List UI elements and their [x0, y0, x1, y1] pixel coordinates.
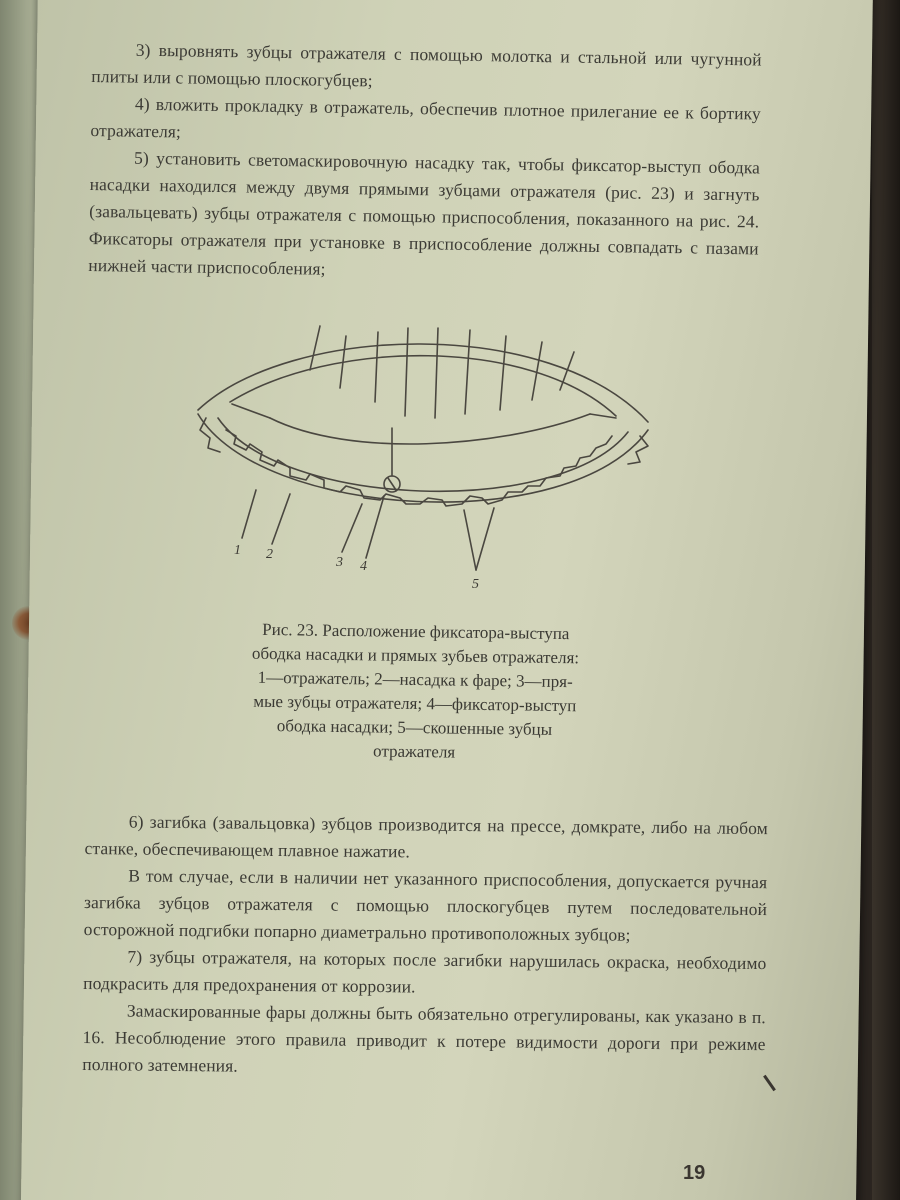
nozzle-ring-inner — [218, 418, 628, 491]
figure-label-3: 3 — [336, 555, 343, 570]
figure-reflector-diagram — [170, 318, 690, 608]
caption-line: отражателя — [372, 741, 456, 762]
figure-label-5: 5 — [472, 577, 479, 592]
paragraph-step-6: 6) загибка (завальцовка) зубцов производится на прессе, домкрате, либо на любом станке, обеспечивающем плавное нажатие. — [84, 811, 768, 862]
figure-caption — [179, 617, 651, 768]
text-block-bottom — [82, 808, 768, 1085]
page-number: 19 — [683, 1162, 706, 1184]
right-background — [872, 0, 900, 1200]
paragraph-adjustment: Замаскированные фары должны быть обязательно отрегулированы, как указано в п. 16. Несоблюдение этого правила приводит к потере видимости дороги при режиме полного затемнения. — [82, 1000, 766, 1076]
figure-label-1: 1 — [234, 543, 241, 558]
paragraph-step-3: 3) выровнять зубцы отражателя с помощью молотка и стальной или чугунной плиты или с помощью плоскогубцев; — [91, 39, 762, 91]
figure-label-2: 2 — [266, 547, 273, 562]
caption-line: ободка насадки и прямых зубьев отражателя: — [251, 643, 580, 668]
figure-label-4: 4 — [360, 559, 367, 574]
reflector-teeth — [226, 430, 612, 506]
reflector-floor — [270, 414, 590, 444]
caption-line: мые зубцы отражателя; 4—фиксатор-выступ — [253, 691, 577, 716]
caption-line: 1—отражатель; 2—насадка к фаре; 3—пря- — [257, 667, 573, 692]
reflector-inner-rim — [230, 356, 616, 416]
paragraph-manual-bending: В том случае, если в наличии нет указанного приспособления, допускается ручная загибка зубцов отражателя с помощью плоскогубцев путем последовательной осторожной подгибки попарно диаметрально противоположных зубцов; — [83, 865, 768, 945]
caption-line: ободка насадки; 5—скошенные зубцы — [276, 716, 553, 739]
text-block-top — [88, 36, 762, 289]
caption-line: Рис. 23. Расположение фиксатора-выступа — [262, 619, 570, 644]
paragraph-step-7: 7) зубцы отражателя, на которых после загибки нарушилась окраска, необходимо подкрасить для предохранения от коррозии. — [83, 946, 767, 997]
paragraph-step-5: 5) установить светомаскировочную насадку так, чтобы фиксатор-выступ ободка насадки находился между двумя прямыми зубцами отражателя (рис. 23) и загнуть (завальцевать) зубцы отражателя с помощью приспособления, показанного на рис. 24. Фиксаторы отражателя при установке в приспособление должны совпадать с пазами нижней части приспособления; — [88, 147, 761, 279]
paragraph-step-4: 4) вложить прокладку в отражатель, обеспечив плотное прилегание ее к бортику отражателя; — [90, 93, 762, 142]
